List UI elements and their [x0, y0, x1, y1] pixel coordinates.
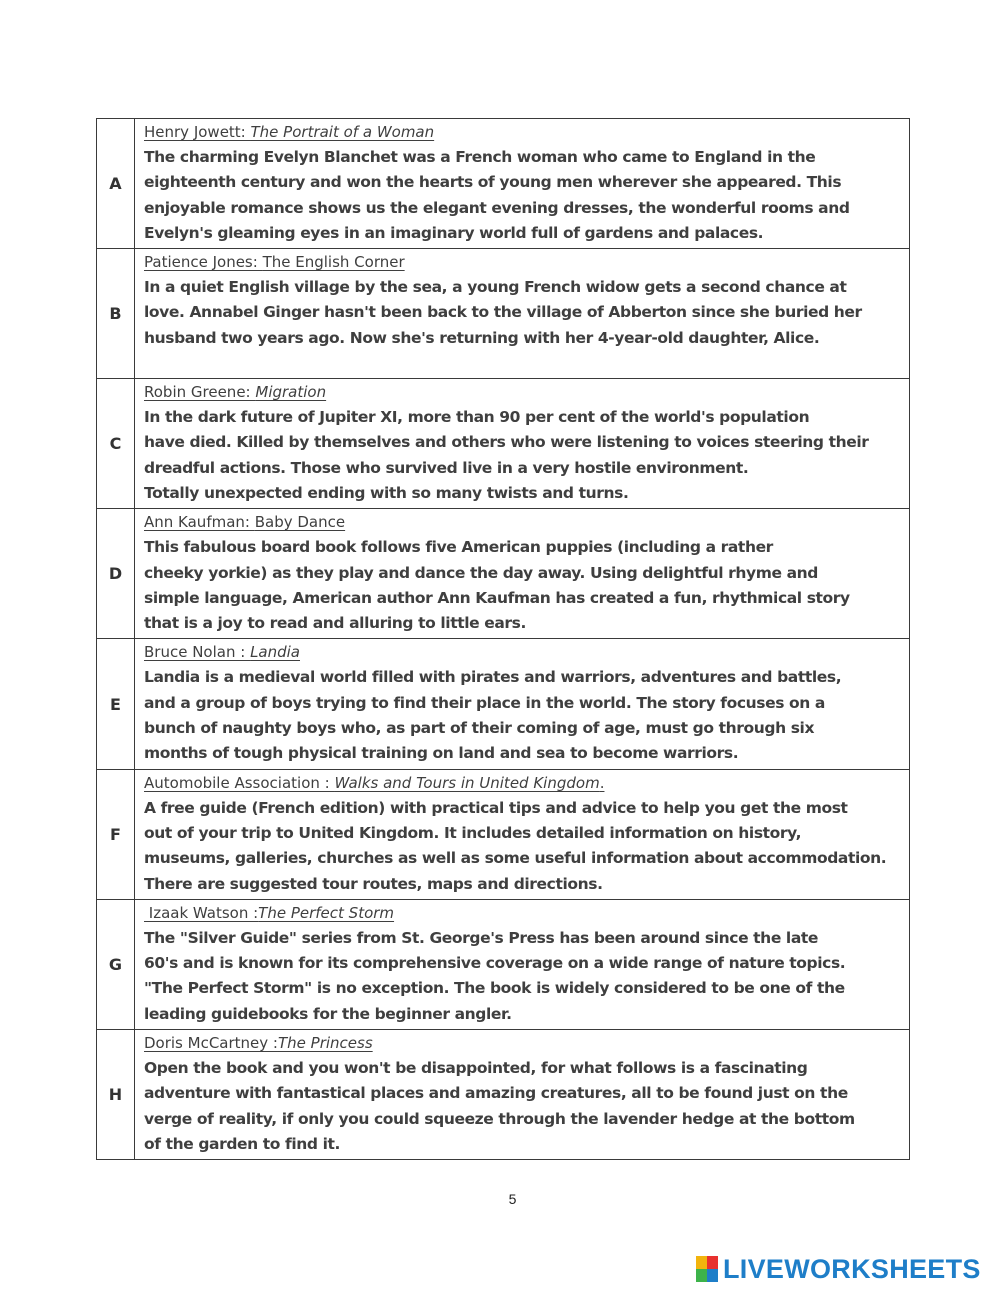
description-line: verge of reality, if only you could squeeze through the lavender hedge at the bottom [144, 1109, 855, 1128]
description-line: The charming Evelyn Blanchet was a French woman who came to England in the [144, 148, 816, 166]
description-line [144, 351, 909, 376]
description-line: love. Annabel Ginger hasn't been back to the village of Abberton since she buried her [144, 303, 862, 322]
row-letter: A [97, 119, 135, 249]
row-letter: F [97, 769, 135, 899]
book-entry [135, 639, 910, 769]
book-row [97, 379, 910, 509]
book-work-title: The Perfect Storm [258, 903, 395, 922]
book-work-title: Baby Dance [254, 513, 346, 532]
row-letter: C [97, 379, 135, 509]
description-line: Evelyn's gleaming eyes in an imaginary world full of gardens and palaces. [144, 223, 764, 242]
book-description [144, 1056, 909, 1157]
description-line: There are suggested tour routes, maps and directions. [144, 874, 603, 893]
book-row [97, 1030, 910, 1160]
book-title-line [144, 771, 909, 796]
description-line: In a quiet English village by the sea, a young French widow gets a second chance at [144, 278, 847, 297]
book-row [97, 249, 910, 379]
page-number: 5 [508, 1191, 517, 1207]
book-work-title: The Portrait of a Woman [250, 123, 435, 141]
description-line: and a group of boys trying to find their place in the world. The story focuses on a [144, 693, 825, 712]
row-letter: D [97, 509, 135, 639]
row-letter: H [97, 1030, 135, 1160]
description-line: adventure with fantastical places and amazing creatures, all to be found just on the [144, 1084, 848, 1103]
description-line: leading guidebooks for the beginner angler. [144, 1004, 512, 1023]
book-work-title: The English Corner [262, 253, 405, 272]
description-line: "The Perfect Storm" is no exception. The book is widely considered to be one of the [144, 979, 845, 998]
book-row [97, 119, 910, 249]
description-line: In the dark future of Jupiter XI, more than 90 per cent of the world's population [144, 408, 810, 427]
description-line: simple language, American author Ann Kaufman has created a fun, rhythmical story [144, 588, 850, 607]
description-line: Landia is a medieval world filled with pirates and warriors, adventures and battles, [144, 668, 842, 687]
logo-text: LIVEWORKSHEETS [723, 1253, 981, 1284]
logo-square-icon [696, 1269, 707, 1282]
book-description [144, 665, 909, 766]
description-line: out of your trip to United Kingdom. It includes detailed information on history, [144, 823, 802, 842]
book-author: Bruce Nolan : [144, 643, 251, 662]
book-title-suffix: . [599, 773, 605, 792]
row-letter: E [97, 639, 135, 769]
description-line: have died. Killed by themselves and others who were listening to voices steering their [144, 433, 869, 452]
book-title-line [144, 901, 909, 926]
description-line: The "Silver Guide" series from St. George's Press has been around since the late [144, 928, 819, 947]
book-work-title: Migration [255, 383, 327, 402]
description-line: of the garden to find it. [144, 1134, 341, 1153]
book-description [144, 796, 909, 897]
logo-square-icon [707, 1269, 718, 1282]
book-author: Automobile Association : [144, 773, 335, 792]
description-line: 60's and is known for its comprehensive coverage on a wide range of nature topics. [144, 954, 846, 973]
book-description [144, 405, 909, 506]
book-entry [135, 769, 910, 899]
book-entry [135, 119, 910, 249]
description-line: husband two years ago. Now she's returning with her 4-year-old daughter, Alice. [144, 328, 820, 347]
book-entry [135, 1030, 910, 1160]
book-title-line [144, 1031, 909, 1056]
row-letter: B [97, 249, 135, 379]
book-entry [135, 899, 910, 1029]
book-descriptions-table [96, 118, 910, 1160]
book-description [144, 926, 909, 1027]
description-line: Totally unexpected ending with so many twists and turns. [144, 483, 629, 502]
description-line: bunch of naughty boys who, as part of their coming of age, must go through six [144, 719, 815, 738]
book-title-line [144, 510, 909, 535]
book-author: Henry Jowett: [144, 123, 251, 141]
description-line: that is a joy to read and alluring to little ears. [144, 614, 526, 633]
book-work-title: The Princess [277, 1034, 373, 1053]
description-line: This fabulous board book follows five American puppies (including a rather [144, 538, 773, 557]
description-line: enjoyable romance shows us the elegant evening dresses, the wonderful rooms and [144, 198, 850, 217]
liveworksheets-logo [696, 1253, 981, 1285]
book-description [144, 145, 909, 246]
description-line: Open the book and you won't be disappointed, for what follows is a fascinating [144, 1059, 808, 1078]
description-line: museums, galleries, churches as well as some useful information about accommodation. [144, 849, 887, 868]
book-author: Izaak Watson : [144, 903, 259, 922]
book-author: Patience Jones: [144, 253, 263, 272]
book-row [97, 639, 910, 769]
book-title-line [144, 380, 909, 405]
book-row [97, 899, 910, 1029]
table-body [97, 119, 910, 1160]
book-author: Robin Greene: [144, 383, 256, 402]
description-line: eighteenth century and won the hearts of young men wherever she appeared. This [144, 173, 842, 192]
description-line: A free guide (French edition) with practical tips and advice to help you get the most [144, 798, 848, 817]
description-line: months of tough physical training on land and sea to become warriors. [144, 744, 739, 763]
book-work-title: Landia [250, 643, 300, 662]
row-letter: G [97, 899, 135, 1029]
logo-square-icon [696, 1256, 707, 1269]
description-line: dreadful actions. Those who survived live in a very hostile environment. [144, 458, 749, 477]
logo-mark-icon [696, 1256, 718, 1282]
book-row [97, 509, 910, 639]
book-title-line [144, 250, 909, 275]
logo-square-icon [707, 1256, 718, 1269]
book-row [97, 769, 910, 899]
book-description [144, 535, 909, 636]
description-line: cheeky yorkie) as they play and dance the day away. Using delightful rhyme and [144, 563, 818, 582]
book-title-line [144, 120, 909, 145]
book-entry [135, 509, 910, 639]
book-author: Ann Kaufman: [144, 513, 255, 532]
book-description [144, 275, 909, 376]
book-entry [135, 249, 910, 379]
book-title-line [144, 640, 909, 665]
book-entry [135, 379, 910, 509]
book-work-title: Walks and Tours in United Kingdom [334, 773, 600, 792]
book-author: Doris McCartney : [144, 1034, 278, 1053]
